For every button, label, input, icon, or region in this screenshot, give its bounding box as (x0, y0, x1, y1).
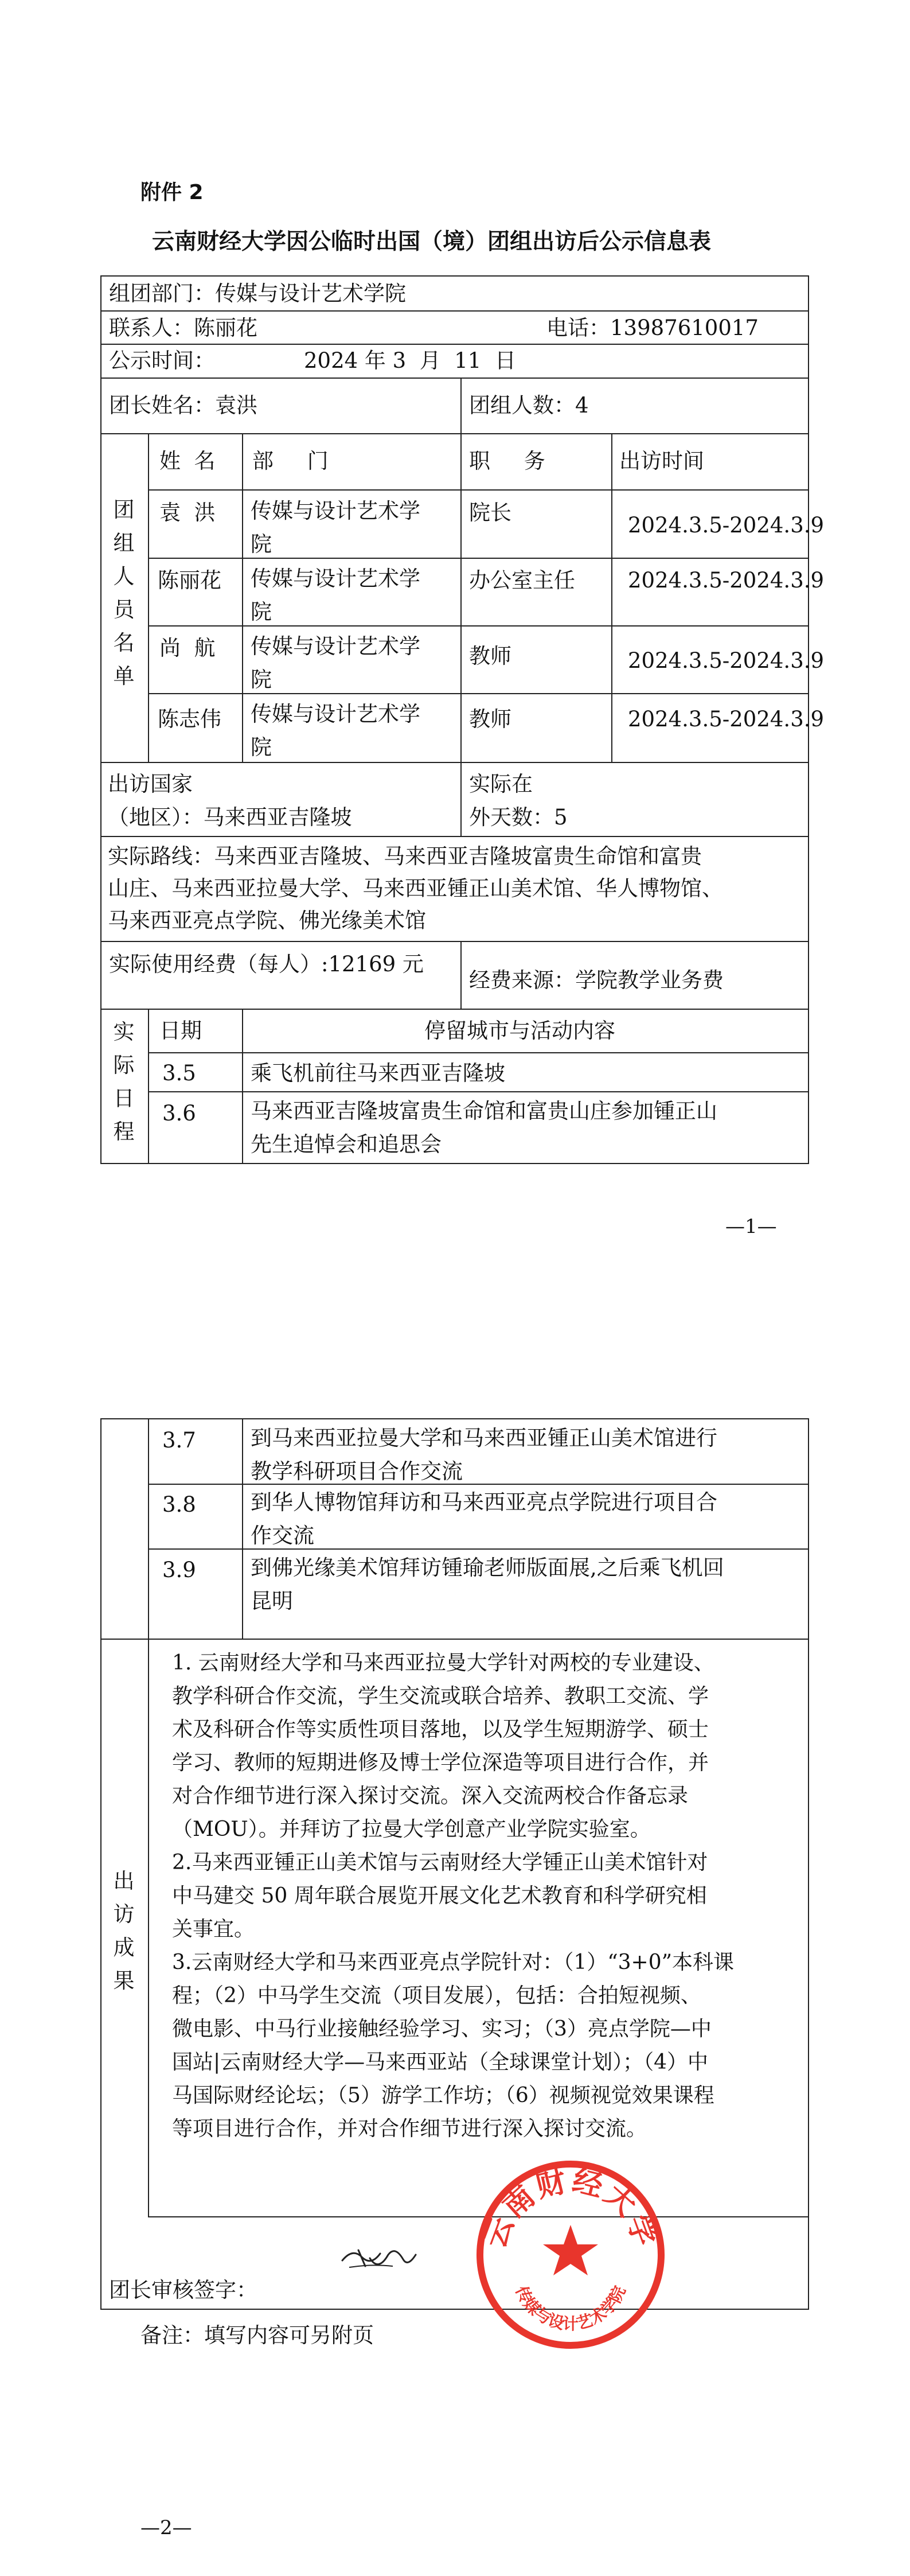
results-side-label: 出访成果 (113, 1869, 135, 1993)
member-position: 办公室主任 (469, 568, 575, 593)
schedule-content: 马来西亚吉隆坡富贵生命馆和富贵山庄参加锺正山 先生追悼会和追思会 (251, 1099, 717, 1157)
svg-text:传媒与设计艺术学院: 传媒与设计艺术学院 (511, 2283, 630, 2333)
schedule-side-label: 实际日程 (113, 1019, 135, 1144)
visit-country: 出访国家 （地区）：马来西亚吉隆坡 (108, 772, 352, 830)
group-size-field: 团组人数：4 (469, 393, 589, 418)
notice-time-label: 公示时间： (109, 348, 215, 373)
svg-text:云南财经大学: 云南财经大学 (478, 2163, 663, 2253)
member-name: 陈丽花 (158, 568, 221, 593)
schedule-date: 3.5 (162, 1061, 196, 1085)
leader-field: 团长姓名：袁洪 (109, 393, 257, 418)
expense-field: 实际使用经费（每人）:12169 元 (109, 952, 424, 976)
col-header-position: 职 务 (469, 449, 545, 473)
schedule-date: 3.9 (162, 1558, 196, 1582)
col-header-name: 姓 名 (159, 449, 216, 473)
member-period: 2024.3.5-2024.3.9 (628, 707, 825, 731)
handwritten-signature (335, 2238, 421, 2278)
signature-label: 团长审核签字： (109, 2278, 257, 2302)
phone-field: 电话：13987610017 (546, 316, 759, 340)
schedule-header-date: 日期 (159, 1018, 202, 1043)
contact-field: 联系人：陈丽花 (109, 316, 257, 340)
attachment-label: 附件 2 (140, 181, 204, 204)
schedule-date: 3.6 (162, 1101, 196, 1126)
schedule-date: 3.8 (162, 1492, 196, 1517)
member-dept: 传媒与设计艺术学 院 (251, 634, 420, 692)
members-side-label: 团组人员名单 (113, 497, 135, 688)
schedule-content: 到佛光缘美术馆拜访锺瑜老师版面展,之后乘飞机回 昆明 (251, 1555, 724, 1613)
schedule-content: 乘飞机前往马来西亚吉隆坡 (251, 1061, 505, 1085)
member-position: 教师 (469, 644, 511, 668)
results-text: 1. 云南财经大学和马来西亚拉曼大学针对两校的专业建设、 教学科研合作交流，学生交流或联合培养、教职工交流、学 术及科研合作等实质性项目落地，以及学生短期游学、硕士 学习、教师的短期进修及博士学位深造等项目进行合作，并 对合作细节进行深入探讨交流。深入交流两校合作备忘录 （MOU）。并拜访了拉曼大学创意产业学院实验室。 2.马来西亚锺正山美术馆与云南财经大学锺正山美术馆针对 中马建交 50 周年联合展览开展文化艺术教育和科学研究相 关事宜。 3.云南财经大学和马来西亚亮点学院针对：（1）“3+0”本科课 程；（2）中马学生交流（项目发展），包括：合拍短视频、 微电影、中马行业接触经验学习、实习；（3）亮点学院—中 国站|云南财经大学—马来西亚站（全球课堂计划）；（4）中 马国际财经论坛；（5）游学工作坊；（6）视频视觉效果课程 等项目进行合作，并对合作细节进行深入探讨交流。 (172, 1651, 735, 2141)
official-seal (473, 2157, 668, 2352)
member-dept: 传媒与设计艺术学 院 (251, 702, 420, 760)
member-name: 袁 洪 (159, 500, 216, 525)
member-name: 尚 航 (159, 636, 216, 660)
col-header-period: 出访时间 (619, 449, 704, 473)
member-period: 2024.3.5-2024.3.9 (628, 513, 825, 538)
member-position: 教师 (469, 707, 511, 731)
schedule-date: 3.7 (162, 1428, 196, 1453)
schedule-content: 到马来西亚拉曼大学和马来西亚锺正山美术馆进行 教学科研项目合作交流 (251, 1426, 717, 1484)
page-number: —2— (140, 2516, 192, 2539)
member-period: 2024.3.5-2024.3.9 (628, 568, 825, 593)
schedule-header-content: 停留城市与活动内容 (424, 1018, 615, 1043)
col-header-dept: 部 门 (252, 449, 329, 473)
member-dept: 传媒与设计艺术学 院 (251, 499, 420, 557)
footnote: 备注：填写内容可另附页 (140, 2323, 374, 2348)
document-title: 云南财经大学因公临时出国（境）团组出访后公示信息表 (152, 229, 712, 255)
member-period: 2024.3.5-2024.3.9 (628, 648, 825, 673)
visit-route: 实际路线：马来西亚吉隆坡、马来西亚吉隆坡富贵生命馆和富贵 山庄、马来西亚拉曼大学、马来西亚锺正山美术馆、华人博物馆、 马来西亚亮点学院、佛光缘美术馆 (108, 844, 723, 933)
notice-time-value: 2024 年 3 月 11 日 (304, 348, 516, 373)
member-name: 陈志伟 (158, 707, 221, 731)
page-number: —1— (725, 1215, 777, 1238)
department-field: 组团部门：传媒与设计艺术学院 (109, 281, 406, 306)
funding-field: 经费来源：学院教学业务费 (469, 968, 724, 993)
visit-days: 实际在 外天数：5 (469, 772, 568, 830)
schedule-content: 到华人博物馆拜访和马来西亚亮点学院进行项目合 作交流 (251, 1490, 717, 1548)
member-dept: 传媒与设计艺术学 院 (251, 566, 420, 624)
member-position: 院长 (469, 500, 511, 525)
